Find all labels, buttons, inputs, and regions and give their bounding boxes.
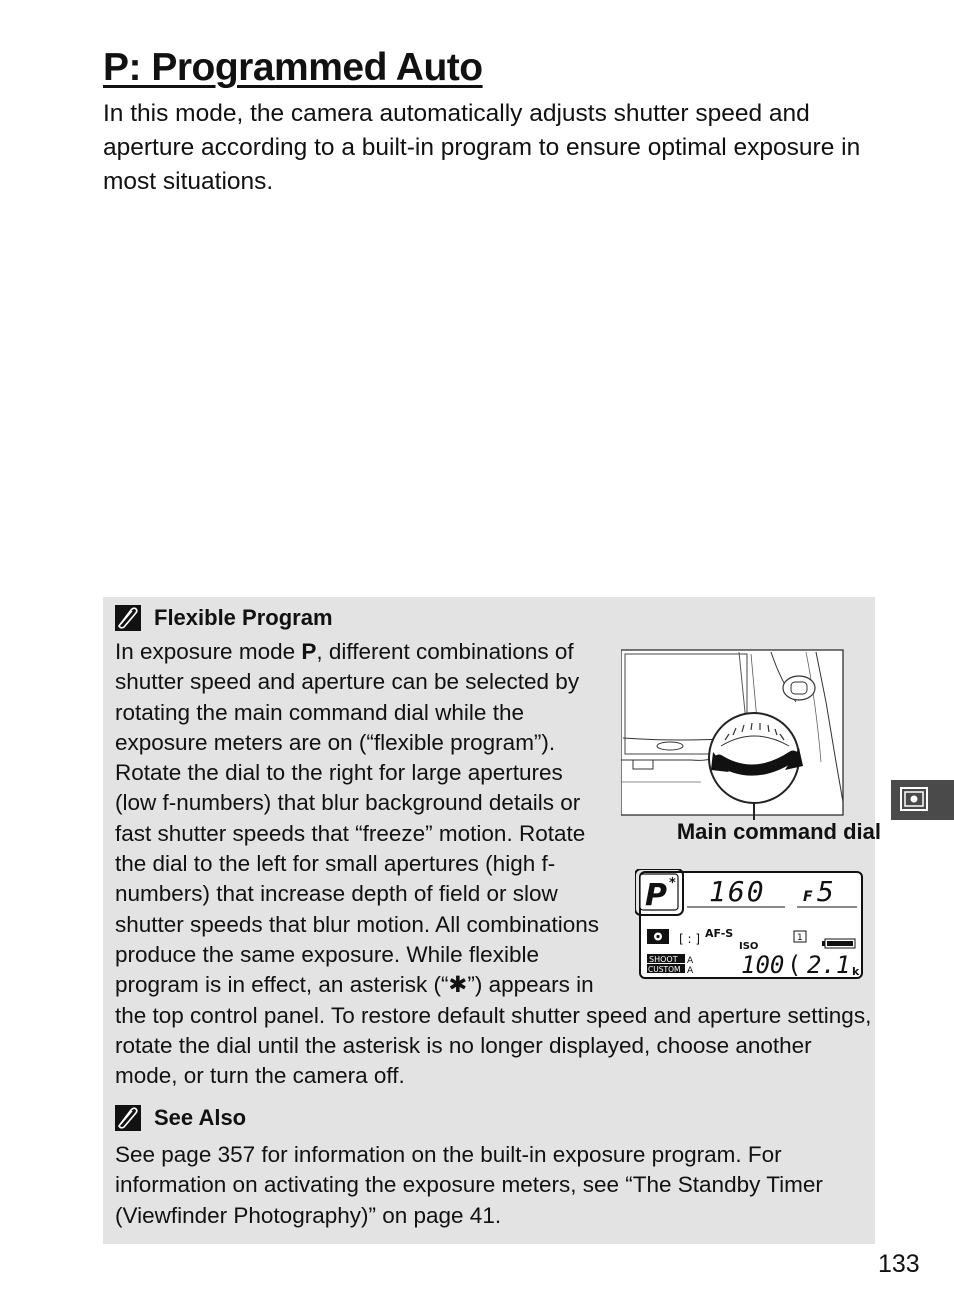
svg-text:(: ( [787, 951, 802, 979]
control-panel-lcd [635, 869, 867, 981]
flex-text-a: In exposure mode [115, 639, 302, 664]
see-also-heading [115, 1105, 246, 1131]
metering-icon [647, 929, 669, 944]
see-also-body: See page 357 for information on the built-in exposure program. For information on activating the exposure meters, see “The Standby Timer (Viewfinder Photography)” on page 41. [115, 1142, 823, 1228]
see-also-title: See Also [154, 1105, 247, 1130]
lcd-bank-custom: CUSTOM [648, 965, 681, 974]
lcd-aperture: 5 [817, 875, 834, 908]
dial-caption: Main command dial [676, 819, 881, 844]
lcd-af-mode: AF-S [705, 927, 734, 940]
flex-text-c: ”) appears in the top control panel. To restore default shutter speed and aperture settings, rotate the dial until the asterisk is no longer displayed, choose another mode, or turn the camera off. [115, 972, 872, 1089]
page-title: P: Programmed Auto [103, 46, 483, 89]
note-box [103, 597, 881, 1244]
asterisk-icon: ✱ [448, 972, 468, 998]
lcd-aperture-prefix: F [803, 889, 813, 905]
intro-paragraph: In this mode, the camera automatically adjusts shutter speed and aperture according to a built-in program to ensure optimal exposure in most situations. [103, 100, 861, 195]
lcd-iso-label: ISO [739, 941, 759, 952]
note-pencil-icon [115, 1105, 141, 1131]
lcd-shutter: 160 [709, 875, 766, 908]
lcd-frame-count: 2.1 [807, 951, 851, 979]
flexible-program-title: Flexible Program [154, 605, 333, 630]
lcd-bank-letter-2: A [687, 966, 694, 976]
svg-text:*: * [669, 876, 676, 891]
flexible-program-heading [115, 605, 333, 631]
lcd-release-indicator: 1 [797, 933, 803, 943]
flex-text-b: , different combinations of shutter speed and aperture can be selected by rotating the main command dial while the exposure meters are on (“flexible program”). Rotate the dial to the right for large apertures (low f-numbers) that blur background details or fast shutter speeds that “freeze” motion. Rotate the dial to the left for small apertures (high f-numbers) that increase depth of field or slow shutter speeds that blur motion. All combinations produce the same exposure. While flexible program is in effect, an asterisk (“ [115, 639, 600, 998]
page-number: 133 [878, 1250, 920, 1278]
note-pencil-icon [115, 605, 141, 631]
lcd-bank-shoot: SHOOT [649, 955, 678, 964]
chapter-tab[interactable] [891, 780, 954, 820]
lcd-iso-value: 100 [741, 951, 785, 979]
mode-p-symbol: P [301, 639, 317, 664]
camera-mode-icon [891, 780, 954, 820]
lcd-mode: P [645, 878, 667, 913]
camera-back-drawing [621, 650, 843, 820]
svg-text:[ : ]: [ : ] [679, 932, 701, 946]
lcd-bank-letter-1: A [687, 956, 694, 966]
flexible-program-body [115, 637, 875, 1091]
lcd-frame-suffix: k [852, 965, 860, 978]
